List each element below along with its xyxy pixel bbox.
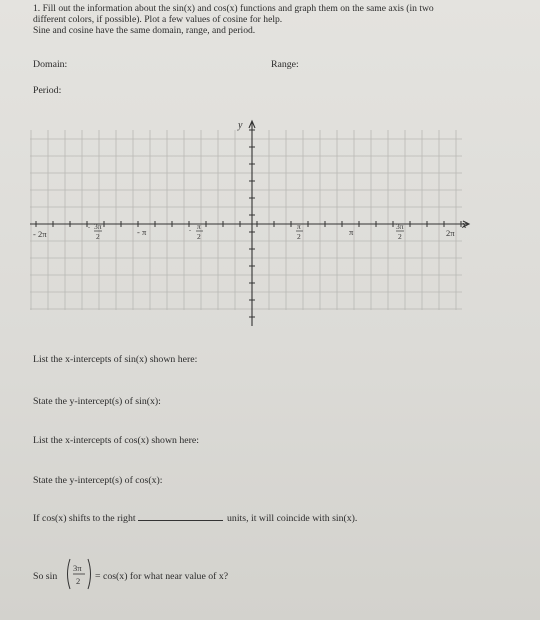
tick-label-dash: - [88,225,90,231]
range-label: Range: [271,59,299,70]
fraction-top: 3π [73,563,82,573]
tick-label-2pi: 2π [446,228,455,238]
grid-lines [30,130,462,310]
tick-label-neg-3pi-over-2 [88,222,102,241]
question-cos-y-intercept: State the y-intercept(s) of cos(x): [33,475,163,486]
tick-frac-bottom: 2 [96,232,100,241]
domain-label: Domain: [33,59,68,70]
sin-argument-fraction [64,556,94,592]
fraction-bottom: 2 [76,576,81,586]
tick-label-dash: - [189,228,191,234]
tick-frac-top: 3π [396,222,404,231]
question-sin-equals-cos: = cos(x) for what near value of x? [95,571,229,582]
question-sin-y-intercept: State the y-intercept(s) of sin(x): [33,396,161,407]
shift-text-after: units, it will coincide with sin(x). [227,513,358,524]
question-shift [33,512,357,524]
tick-label-pi-over-2 [296,222,303,241]
shift-text-before: If cos(x) shifts to the right [33,513,136,524]
tick-label-pi: π [349,227,354,237]
right-paren [88,559,91,589]
instructions-line-1: 1. Fill out the information about the sin(x) and cos(x) functions and graph them on the same axis (in two [33,3,434,14]
tick-frac-top: π [297,222,301,231]
tick-label-3pi-over-2 [396,222,404,241]
tick-frac-top: π [197,222,201,231]
instructions-line-3: Sine and cosine have the same domain, range, and period. [33,25,256,36]
instructions-line-2: different colors, if possible). Plot a few values of cosine for help. [33,14,283,25]
tick-frac-bottom: 2 [398,232,402,241]
x-axis-label: x [462,220,467,231]
tick-frac-bottom: 2 [297,232,301,241]
tick-label-neg-pi: - π [137,227,147,237]
y-axis-label: y [238,120,243,131]
question-sin-x-intercepts: List the x-intercepts of sin(x) shown here: [33,354,198,365]
left-paren [68,559,71,589]
question-cos-x-intercepts: List the x-intercepts of cos(x) shown here: [33,435,199,446]
tick-label-neg-2pi: - 2π [33,229,47,239]
shift-answer-blank[interactable] [138,512,223,521]
question-sin-equals-cos-prefix: So sin [33,571,58,582]
tick-frac-top: 3π [94,222,102,231]
tick-frac-bottom: 2 [197,232,201,241]
period-label: Period: [33,85,62,96]
